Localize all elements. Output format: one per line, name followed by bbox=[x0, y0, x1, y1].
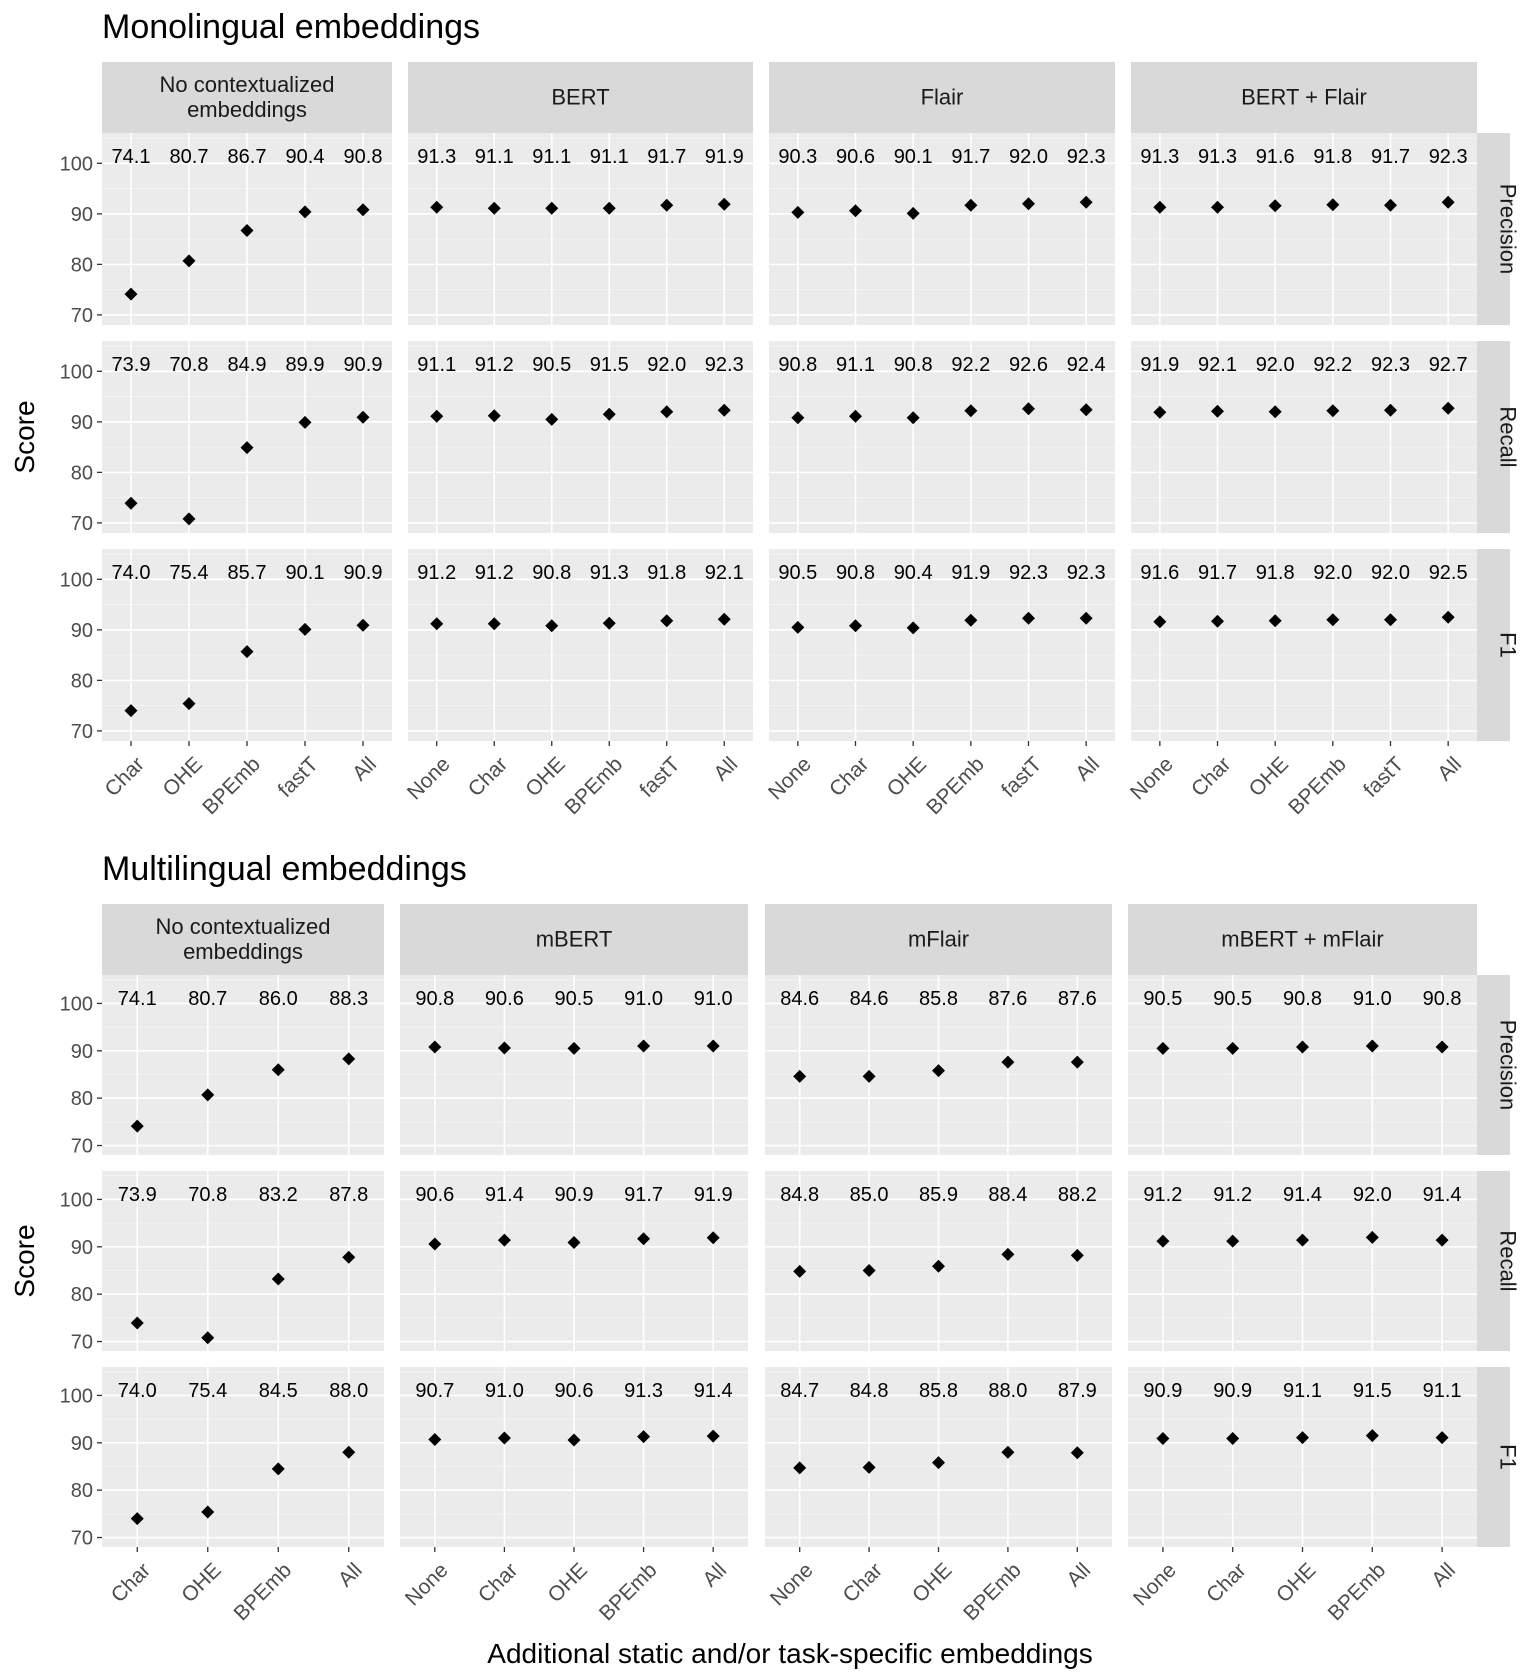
panel-background bbox=[769, 133, 1115, 325]
data-label: 90.1 bbox=[285, 562, 325, 584]
panel-f1 bbox=[400, 1367, 748, 1547]
data-label: 90.6 bbox=[836, 146, 875, 168]
data-label: 87.9 bbox=[1057, 1380, 1097, 1402]
data-label: 70.8 bbox=[169, 354, 209, 376]
data-label: 91.3 bbox=[589, 562, 629, 584]
x-tick-label: fastT bbox=[635, 752, 685, 802]
y-tick-label: 90 bbox=[70, 411, 93, 434]
data-label: 88.2 bbox=[1057, 1184, 1097, 1206]
y-tick-label: 80 bbox=[70, 462, 93, 485]
data-label: 84.9 bbox=[227, 354, 267, 376]
panel-precision bbox=[1128, 975, 1477, 1155]
panel-precision bbox=[769, 133, 1115, 325]
panel-precision bbox=[400, 975, 748, 1155]
facet-strip-label: No contextualized bbox=[155, 914, 331, 939]
data-label: 90.4 bbox=[893, 562, 933, 584]
data-label: 91.0 bbox=[1352, 988, 1392, 1010]
data-label: 90.8 bbox=[1422, 988, 1462, 1010]
facet-strip-label: mFlair bbox=[907, 926, 970, 952]
data-label: 90.9 bbox=[343, 354, 383, 376]
panel-background bbox=[1131, 133, 1477, 325]
row-strip-label: Precision bbox=[1495, 183, 1521, 275]
y-tick-label: 90 bbox=[70, 1040, 93, 1063]
panel-f1 bbox=[769, 549, 1115, 741]
data-label: 91.2 bbox=[1213, 1184, 1253, 1206]
panel-background bbox=[769, 341, 1115, 533]
x-tick-label: OHE bbox=[1244, 752, 1294, 802]
y-tick-label: 80 bbox=[70, 1284, 93, 1307]
data-label: 74.0 bbox=[117, 1380, 157, 1402]
facet-strip-label: Flair bbox=[920, 84, 964, 110]
data-label: 90.9 bbox=[554, 1184, 594, 1206]
panel-recall bbox=[765, 1171, 1112, 1351]
data-label: 91.5 bbox=[589, 354, 629, 376]
data-label: 84.8 bbox=[849, 1380, 889, 1402]
data-label: 90.7 bbox=[415, 1380, 455, 1402]
x-tick-label: BPEmb bbox=[229, 1558, 297, 1626]
data-label: 91.1 bbox=[589, 146, 629, 168]
x-tick-label: Char bbox=[838, 1558, 888, 1608]
row-strip-label: Recall bbox=[1495, 406, 1521, 468]
x-tick-label: All bbox=[333, 1558, 367, 1592]
y-axis-title: Score bbox=[9, 400, 40, 474]
data-label: 91.6 bbox=[1255, 146, 1295, 168]
x-tick-label: BPEmb bbox=[959, 1558, 1026, 1626]
y-tick-label: 70 bbox=[70, 1331, 93, 1354]
data-label: 92.0 bbox=[1352, 1184, 1392, 1206]
data-label: 84.6 bbox=[849, 988, 889, 1010]
data-label: 91.3 bbox=[624, 1380, 664, 1402]
panel-background bbox=[1131, 549, 1477, 741]
data-label: 91.1 bbox=[1283, 1380, 1322, 1402]
panel-precision bbox=[102, 975, 384, 1155]
data-label: 85.7 bbox=[227, 562, 267, 584]
x-tick-label: OHE bbox=[1271, 1558, 1321, 1608]
x-tick-label: All bbox=[698, 1558, 732, 1592]
data-label: 90.6 bbox=[484, 988, 524, 1010]
data-label: 89.9 bbox=[285, 354, 325, 376]
x-tick-label: Char bbox=[824, 752, 874, 802]
x-tick-label: None bbox=[1129, 1558, 1181, 1611]
data-label: 91.2 bbox=[474, 562, 514, 584]
panel-recall bbox=[400, 1171, 748, 1351]
x-tick-label: All bbox=[709, 752, 743, 786]
y-tick-label: 80 bbox=[70, 1480, 93, 1503]
panel-f1 bbox=[102, 549, 392, 741]
y-tick-label: 90 bbox=[70, 1236, 93, 1259]
data-label: 91.4 bbox=[1422, 1184, 1462, 1206]
data-label: 84.6 bbox=[780, 988, 820, 1010]
data-label: 88.0 bbox=[329, 1380, 369, 1402]
data-label: 90.8 bbox=[415, 988, 455, 1010]
y-tick-label: 70 bbox=[70, 720, 93, 743]
data-label: 90.9 bbox=[343, 562, 383, 584]
x-tick-label: OHE bbox=[177, 1558, 226, 1608]
data-label: 91.7 bbox=[647, 146, 687, 168]
panel-f1 bbox=[1128, 1367, 1477, 1547]
chart-block-monolingual bbox=[9, 8, 1521, 819]
data-label: 91.0 bbox=[693, 988, 733, 1010]
data-label: 90.9 bbox=[1213, 1380, 1253, 1402]
panel-f1 bbox=[1131, 549, 1477, 741]
data-label: 92.0 bbox=[647, 354, 687, 376]
data-label: 87.6 bbox=[1057, 988, 1097, 1010]
data-label: 85.9 bbox=[919, 1184, 958, 1206]
data-label: 91.7 bbox=[624, 1184, 664, 1206]
y-tick-label: 100 bbox=[59, 1189, 93, 1212]
y-tick-label: 100 bbox=[59, 361, 93, 384]
x-tick-label: BPEmb bbox=[922, 752, 989, 820]
x-tick-label: fastT bbox=[997, 752, 1047, 802]
x-tick-label: None bbox=[1126, 752, 1178, 805]
data-label: 84.5 bbox=[258, 1380, 298, 1402]
panel-f1 bbox=[765, 1367, 1112, 1547]
data-label: 92.3 bbox=[1066, 562, 1106, 584]
panel-background bbox=[769, 549, 1115, 741]
x-tick-label: OHE bbox=[907, 1558, 957, 1608]
x-tick-label: fastT bbox=[273, 752, 323, 802]
data-label: 90.6 bbox=[554, 1380, 594, 1402]
row-strip-label: Precision bbox=[1495, 1019, 1521, 1111]
data-label: 91.2 bbox=[474, 354, 514, 376]
data-label: 91.1 bbox=[417, 354, 457, 376]
data-label: 91.4 bbox=[484, 1184, 524, 1206]
panel-recall bbox=[1131, 341, 1477, 533]
data-label: 92.2 bbox=[951, 354, 991, 376]
panel-recall bbox=[102, 341, 392, 533]
x-tick-label: fastT bbox=[1359, 752, 1409, 802]
data-label: 91.3 bbox=[1140, 146, 1180, 168]
data-label: 92.1 bbox=[704, 562, 744, 584]
data-label: 92.3 bbox=[1009, 562, 1048, 584]
x-tick-label: OHE bbox=[521, 752, 570, 802]
x-tick-label: Char bbox=[473, 1558, 523, 1608]
data-label: 92.7 bbox=[1428, 354, 1468, 376]
x-tick-label: All bbox=[1433, 752, 1467, 786]
data-label: 91.1 bbox=[1422, 1380, 1462, 1402]
y-tick-label: 100 bbox=[59, 1385, 93, 1408]
data-label: 87.8 bbox=[329, 1184, 369, 1206]
data-label: 91.5 bbox=[1352, 1380, 1392, 1402]
x-tick-label: OHE bbox=[543, 1558, 592, 1608]
data-label: 90.8 bbox=[836, 562, 875, 584]
panel-recall bbox=[408, 341, 753, 533]
data-label: 92.3 bbox=[704, 354, 744, 376]
data-label: 92.5 bbox=[1428, 562, 1468, 584]
row-strip-label: Recall bbox=[1495, 1230, 1521, 1292]
data-label: 90.5 bbox=[532, 354, 572, 376]
data-label: 85.8 bbox=[919, 1380, 958, 1402]
data-label: 92.0 bbox=[1255, 354, 1295, 376]
data-label: 91.2 bbox=[1143, 1184, 1183, 1206]
data-label: 91.6 bbox=[1140, 562, 1180, 584]
data-label: 90.5 bbox=[778, 562, 818, 584]
x-axis-title: Additional static and/or task-specific embeddings bbox=[487, 1638, 1093, 1669]
y-tick-label: 70 bbox=[70, 304, 93, 327]
data-label: 92.4 bbox=[1066, 354, 1106, 376]
data-label: 92.3 bbox=[1428, 146, 1468, 168]
data-label: 91.1 bbox=[836, 354, 875, 376]
panel-background bbox=[408, 341, 753, 533]
data-label: 91.1 bbox=[532, 146, 572, 168]
data-label: 91.9 bbox=[704, 146, 744, 168]
facet-strip-label: embeddings bbox=[187, 97, 307, 122]
x-tick-label: All bbox=[348, 752, 381, 786]
facet-strip-label: BERT bbox=[551, 84, 610, 110]
data-label: 90.5 bbox=[1143, 988, 1183, 1010]
x-tick-label: All bbox=[1062, 1558, 1096, 1592]
chart-block-multilingual bbox=[9, 850, 1521, 1625]
data-label: 90.5 bbox=[554, 988, 594, 1010]
data-label: 73.9 bbox=[117, 1184, 157, 1206]
data-label: 91.7 bbox=[1198, 562, 1237, 584]
data-label: 92.0 bbox=[1009, 146, 1048, 168]
y-tick-label: 100 bbox=[59, 153, 93, 176]
x-tick-label: BPEmb bbox=[198, 752, 265, 820]
data-label: 83.2 bbox=[258, 1184, 298, 1206]
chart-title: Multilingual embeddings bbox=[102, 850, 467, 888]
panel-precision bbox=[408, 133, 753, 325]
data-label: 80.7 bbox=[169, 146, 209, 168]
data-label: 92.6 bbox=[1009, 354, 1048, 376]
data-label: 74.1 bbox=[117, 988, 157, 1010]
data-label: 91.0 bbox=[484, 1380, 524, 1402]
data-label: 88.4 bbox=[988, 1184, 1028, 1206]
y-axis-title: Score bbox=[9, 1224, 40, 1298]
panel-precision bbox=[102, 133, 392, 325]
data-label: 91.9 bbox=[951, 562, 991, 584]
data-label: 85.8 bbox=[919, 988, 958, 1010]
facet-strip-label: embeddings bbox=[183, 939, 303, 964]
x-tick-label: All bbox=[1071, 752, 1105, 786]
data-label: 90.8 bbox=[778, 354, 818, 376]
y-tick-label: 90 bbox=[70, 1432, 93, 1455]
data-label: 90.9 bbox=[1143, 1380, 1183, 1402]
y-tick-label: 70 bbox=[70, 1527, 93, 1550]
chart-title: Monolingual embeddings bbox=[102, 8, 481, 46]
panel-recall bbox=[1128, 1171, 1477, 1351]
data-label: 92.0 bbox=[1371, 562, 1410, 584]
x-tick-label: BPEmb bbox=[1323, 1558, 1391, 1626]
panel-f1 bbox=[408, 549, 753, 741]
data-label: 91.3 bbox=[417, 146, 457, 168]
data-label: 91.1 bbox=[474, 146, 514, 168]
panel-precision bbox=[765, 975, 1112, 1155]
row-strip-label: F1 bbox=[1495, 632, 1521, 658]
x-tick-label: None bbox=[400, 1558, 453, 1611]
data-label: 91.2 bbox=[417, 562, 457, 584]
panel-recall bbox=[769, 341, 1115, 533]
x-tick-label: Char bbox=[106, 1558, 156, 1608]
panel-background bbox=[1131, 341, 1477, 533]
data-label: 91.7 bbox=[1371, 146, 1410, 168]
facet-strip-label: mBERT bbox=[535, 926, 613, 952]
data-label: 90.6 bbox=[415, 1184, 455, 1206]
data-label: 91.0 bbox=[624, 988, 664, 1010]
data-label: 90.3 bbox=[778, 146, 818, 168]
facet-strip-label: BERT + Flair bbox=[1241, 84, 1367, 110]
x-tick-label: Char bbox=[100, 752, 149, 802]
x-tick-label: BPEmb bbox=[1284, 752, 1351, 820]
data-label: 73.9 bbox=[111, 354, 151, 376]
data-label: 90.8 bbox=[1283, 988, 1322, 1010]
x-tick-label: Char bbox=[1202, 1558, 1251, 1608]
data-label: 87.6 bbox=[988, 988, 1028, 1010]
data-label: 91.8 bbox=[1255, 562, 1295, 584]
data-label: 84.7 bbox=[780, 1380, 820, 1402]
data-label: 92.3 bbox=[1371, 354, 1410, 376]
data-label: 74.1 bbox=[111, 146, 151, 168]
x-tick-label: Char bbox=[463, 752, 513, 802]
x-tick-label: All bbox=[1427, 1558, 1461, 1592]
data-label: 92.3 bbox=[1066, 146, 1106, 168]
data-label: 70.8 bbox=[188, 1184, 228, 1206]
panel-background bbox=[408, 133, 753, 325]
y-tick-label: 70 bbox=[70, 512, 93, 535]
data-label: 91.9 bbox=[693, 1184, 733, 1206]
y-tick-label: 100 bbox=[59, 993, 93, 1016]
row-strip-label: F1 bbox=[1495, 1444, 1521, 1470]
data-label: 91.8 bbox=[647, 562, 687, 584]
y-tick-label: 90 bbox=[70, 203, 93, 226]
x-tick-label: BPEmb bbox=[594, 1558, 662, 1626]
data-label: 91.3 bbox=[1198, 146, 1237, 168]
y-tick-label: 70 bbox=[70, 1135, 93, 1158]
data-label: 88.3 bbox=[329, 988, 369, 1010]
data-label: 90.5 bbox=[1213, 988, 1253, 1010]
data-label: 91.4 bbox=[1283, 1184, 1322, 1206]
x-tick-label: None bbox=[402, 752, 455, 805]
data-label: 84.8 bbox=[780, 1184, 820, 1206]
panel-background bbox=[408, 549, 753, 741]
x-tick-label: BPEmb bbox=[560, 752, 628, 820]
data-label: 90.8 bbox=[343, 146, 383, 168]
data-label: 91.9 bbox=[1140, 354, 1180, 376]
x-tick-label: None bbox=[765, 1558, 818, 1611]
y-tick-label: 80 bbox=[70, 254, 93, 277]
chart-root bbox=[9, 8, 1521, 1625]
data-label: 86.7 bbox=[227, 146, 267, 168]
panel-precision bbox=[1131, 133, 1477, 325]
y-tick-label: 80 bbox=[70, 670, 93, 693]
data-label: 90.8 bbox=[532, 562, 572, 584]
data-label: 92.0 bbox=[1313, 562, 1353, 584]
y-tick-label: 80 bbox=[70, 1088, 93, 1111]
data-label: 90.8 bbox=[893, 354, 933, 376]
x-tick-label: Char bbox=[1186, 752, 1236, 802]
x-tick-label: OHE bbox=[158, 752, 207, 802]
x-tick-label: None bbox=[764, 752, 816, 805]
data-label: 75.4 bbox=[169, 562, 209, 584]
facet-strip-label: No contextualized bbox=[159, 72, 335, 97]
y-tick-label: 100 bbox=[59, 569, 93, 592]
data-label: 91.7 bbox=[951, 146, 991, 168]
panel-f1 bbox=[102, 1367, 384, 1547]
y-tick-label: 90 bbox=[70, 619, 93, 642]
panel-recall bbox=[102, 1171, 384, 1351]
data-label: 90.4 bbox=[285, 146, 325, 168]
data-label: 86.0 bbox=[258, 988, 298, 1010]
data-label: 92.1 bbox=[1198, 354, 1237, 376]
data-label: 75.4 bbox=[188, 1380, 228, 1402]
data-label: 91.4 bbox=[693, 1380, 733, 1402]
data-label: 88.0 bbox=[988, 1380, 1028, 1402]
data-label: 85.0 bbox=[849, 1184, 889, 1206]
data-label: 92.2 bbox=[1313, 354, 1353, 376]
facet-strip-label: mBERT + mFlair bbox=[1221, 926, 1384, 952]
data-label: 91.8 bbox=[1313, 146, 1353, 168]
data-label: 74.0 bbox=[111, 562, 151, 584]
data-label: 90.1 bbox=[893, 146, 933, 168]
x-tick-label: OHE bbox=[882, 752, 932, 802]
data-label: 80.7 bbox=[188, 988, 228, 1010]
